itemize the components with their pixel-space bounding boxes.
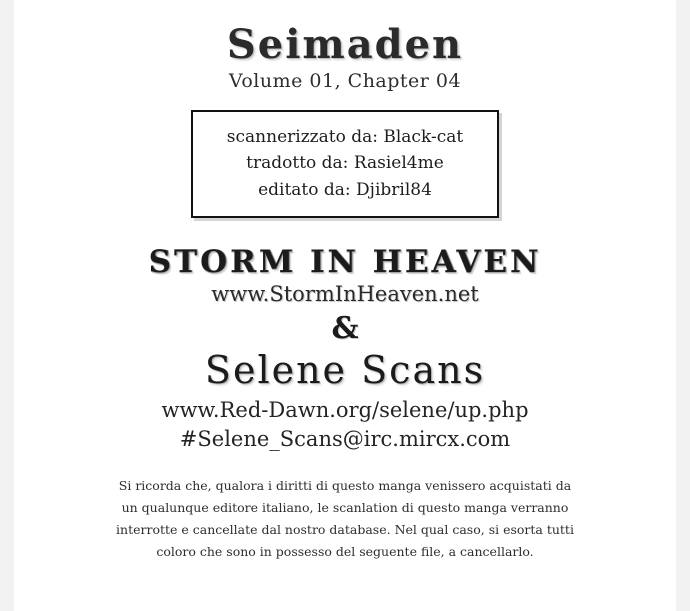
group-separator: & [331, 311, 359, 347]
credit-editor: editato da: Djibril84 [258, 179, 432, 200]
primary-group-name: STORM IN HEAVEN [148, 244, 542, 281]
secondary-group-url[interactable]: www.Red-Dawn.org/selene/up.php [161, 397, 529, 422]
secondary-group-name: Selene Scans [204, 348, 486, 393]
primary-group-url[interactable]: www.StormInHeaven.net [211, 282, 479, 307]
disclaimer-text: Si ricorda che, qualora i diritti di questo manga venissero acquistati da un qualunque editore italiano, le scanlation di questo manga verranno interrotte e cancellate dal nostro database. Nel qual caso, si esorta tutti coloro che sono in possesso del seguente file, a cancellarlo. [116, 478, 574, 559]
credits-box [191, 110, 499, 218]
series-title: Seimaden [226, 21, 464, 68]
credit-scanner: scannerizzato da: Black-cat [226, 127, 464, 147]
secondary-group-irc-channel[interactable]: #Selene_Scans@irc.mircx.com [179, 427, 511, 452]
volume-chapter-label: Volume 01, Chapter 04 [228, 70, 462, 92]
credit-translator: tradotto da: Rasiel4me [246, 153, 444, 174]
